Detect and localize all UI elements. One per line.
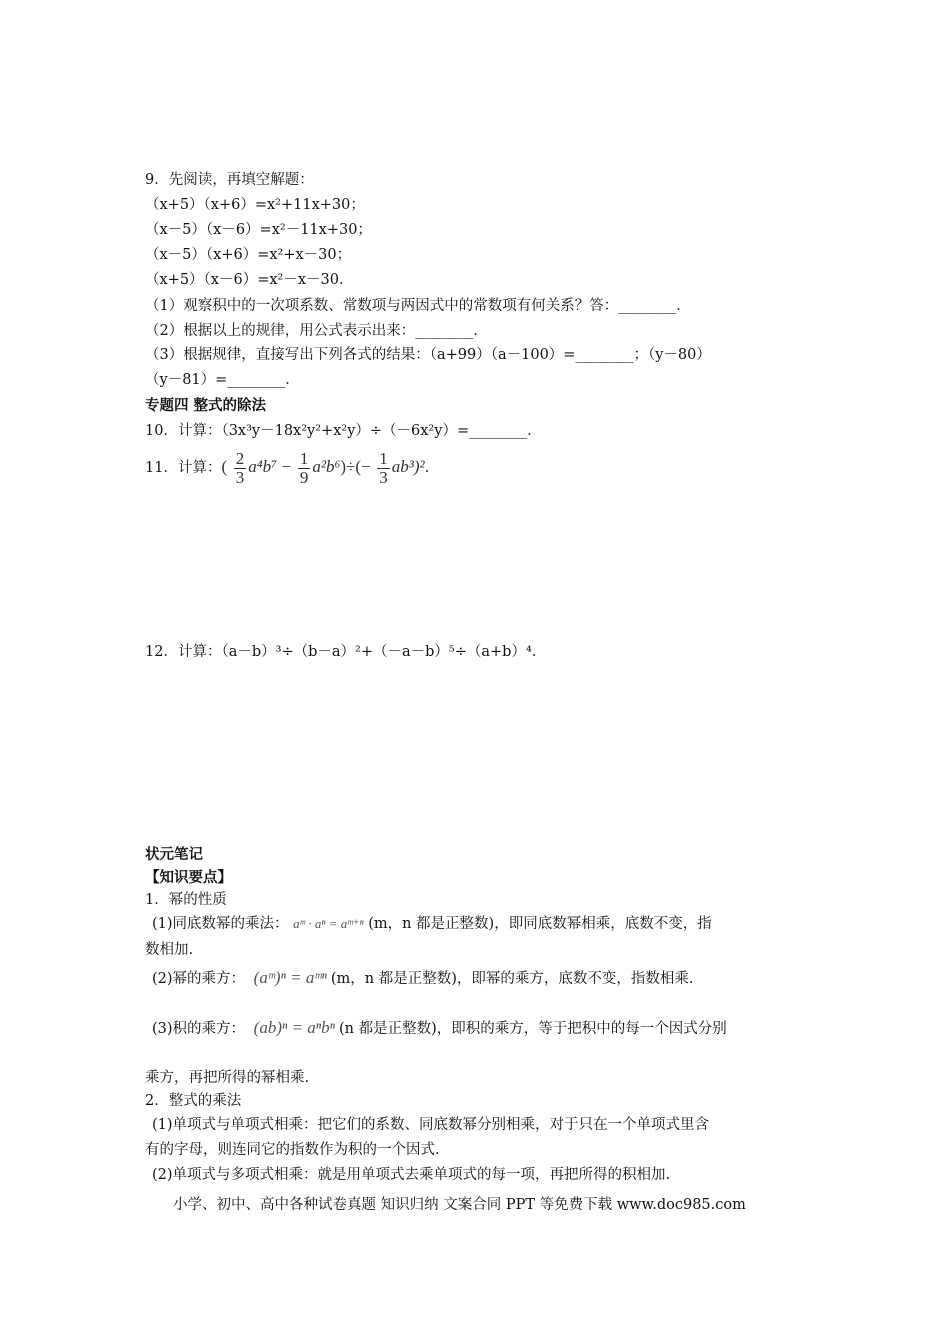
q9-part-2: （2）根据以上的规律，用公式表示出来：________． xyxy=(145,323,488,339)
q11-open: ( xyxy=(221,457,228,476)
rule-3 xyxy=(152,1018,727,1039)
q11-minus: − xyxy=(281,457,292,476)
rule-1-formula: aᵐ · aⁿ = aᵐ⁺ⁿ xyxy=(293,916,364,931)
mult-rule-2: (2)单项式与多项式相乘：就是用单项式去乘单项式的每一项，再把所得的积相加. xyxy=(152,1167,671,1183)
rule-1-label: (1)同底数幂的乘法： xyxy=(152,916,289,932)
notes-heading: 状元笔记 xyxy=(145,847,203,863)
section-1-title: 1．幂的性质 xyxy=(145,892,227,908)
q11-term-1: a⁴b⁷ xyxy=(248,457,278,476)
footer-text: 小学、初中、高中各种试卷真题 知识归纳 文案合同 PPT 等免费下载 www.doc985.com xyxy=(173,1197,746,1213)
rule-1-text: (m，n 都是正整数)，即同底数幂相乘，底数不变，指 xyxy=(368,916,712,932)
q12: 12．计算：（a－b）³÷（b－a）²+（－a－b）⁵÷（a+b）⁴. xyxy=(145,644,537,660)
q9-part-3-cont: （y－81）=________． xyxy=(145,372,300,388)
mult-rule-1-cont: 有的字母，则连同它的指数作为积的一个因式. xyxy=(145,1142,440,1158)
q9-equation-1: （x+5）（x+6）=x²+11x+30； xyxy=(145,197,365,213)
key-points-heading: 【知识要点】 xyxy=(145,870,232,886)
q11-fraction-1: $\frac{2}{3}$ xyxy=(235,448,245,487)
rule-2-text: (m，n 都是正整数)，即幂的乘方，底数不变，指数相乘. xyxy=(330,971,694,987)
q11-fraction-3: $\frac{1}{3}$ xyxy=(379,448,388,487)
q9-part-3: （3）根据规律，直接写出下列各式的结果：（a+99）（a－100）=________；（y－80） xyxy=(145,347,711,363)
q11-term-3: ab³)² xyxy=(391,457,425,476)
rule-2 xyxy=(152,968,693,989)
q9-title: 9．先阅读，再填空解题： xyxy=(145,172,314,188)
topic-heading: 专题四 整式的除法 xyxy=(145,398,267,414)
q11-fraction-2: $\frac{1}{9}$ xyxy=(299,448,309,487)
q11-term-2: a²b⁶ xyxy=(312,457,341,476)
q9-equation-3: （x－5）（x+6）=x²+x－30； xyxy=(145,247,352,263)
q11-prefix: 11．计算： xyxy=(145,460,222,476)
q11 xyxy=(145,447,429,488)
q9-part-1: （1）观察积中的一次项系数、常数项与两因式中的常数项有何关系？答：________． xyxy=(145,298,691,314)
rule-2-formula: (aᵐ)ⁿ = aᵐⁿ xyxy=(253,968,327,987)
mult-rule-1: (1)单项式与单项式相乘：把它们的系数、同底数幂分别相乘，对于只在一个单项式里含 xyxy=(152,1117,710,1133)
q11-end: . xyxy=(424,460,430,476)
section-2-title: 2．整式的乘法 xyxy=(145,1093,242,1109)
rule-1-cont: 数相加. xyxy=(145,942,194,958)
q10: 10．计算：（3x³y－18x²y²+x²y）÷（－6x²y）=________． xyxy=(145,423,542,439)
rule-3-text: (n 都是正整数)，即积的乘方，等于把积中的每一个因式分别 xyxy=(339,1021,727,1037)
q9-equation-4: （x+5）（x－6）=x²－x－30． xyxy=(145,272,354,288)
rule-3-cont: 乘方，再把所得的幂相乘. xyxy=(145,1070,310,1086)
rule-1 xyxy=(152,914,712,934)
rule-2-label: (2)幂的乘方： xyxy=(152,971,246,987)
rule-3-formula: (ab)ⁿ = aⁿbⁿ xyxy=(253,1018,336,1037)
q9-equation-2: （x－5）（x－6）=x²－11x+30； xyxy=(145,222,372,238)
rule-3-label: (3)积的乘方： xyxy=(152,1021,246,1037)
q11-divide: )÷(− xyxy=(340,457,371,476)
